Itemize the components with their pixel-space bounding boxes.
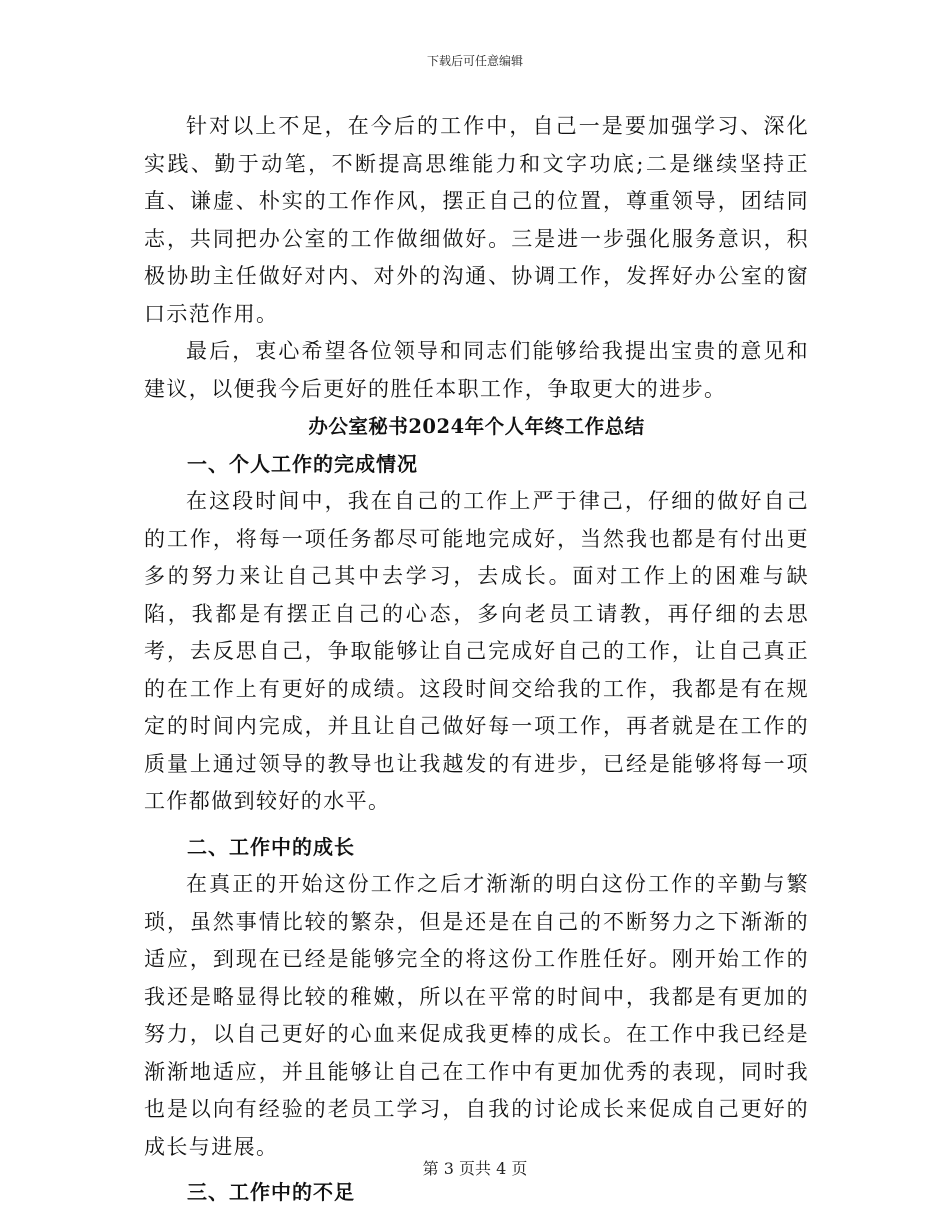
paragraph-improvements: 针对以上不足，在今后的工作中，自己一是要加强学习、深化实践、勤于动笔，不断提高思维能力和文字功底;二是继续坚持正直、谦虚、朴实的工作作风，摆正自己的位置，尊重领导，团结同志，共同把办公室的工作做细做好。三是进一步强化服务意识，积极协助主任做好对内、对外的沟通、协调工作，发挥好办公室的窗口示范作用。 <box>144 114 809 326</box>
paragraph-growth: 在真正的开始这份工作之后才渐渐的明白这份工作的辛勤与繁琐，虽然事情比较的繁杂，但是还是在自己的不断努力之下渐渐的适应，到现在已经是能够完全的将这份工作胜任好。刚开始工作的我还是略显得比较的稚嫩，所以在平常的时间中，我都是有更加的努力，以自己更好的心血来促成我更棒的成长。在工作中我已经是渐渐地适应，并且能够让自己在工作中有更加优秀的表现，同时我也是以向有经验的老员工学习，自我的讨论成长来促成自己更好的成长与进展。 <box>144 872 809 1159</box>
document-body <box>144 108 809 1212</box>
document-title: 办公室秘书2024年个人年终工作总结 <box>308 415 645 438</box>
section-heading-2: 二、工作中的成长 <box>187 834 355 859</box>
paragraph-completion: 在这段时间中，我在自己的工作上严于律己，仔细的做好自己的工作，将每一项任务都尽可能地完成好，当然我也都是有付出更多的努力来让自己其中去学习，去成长。面对工作上的困难与缺陷，我都是有摆正自己的心态，多向老员工请教，再仔细的去思考，去反思自己，争取能够让自己完成好自己的工作，让自己真正的在工作上有更好的成绩。这段时间交给我的工作，我都是有在规定的时间内完成，并且让自己做好每一项工作，再者就是在工作的质量上通过领导的教导也让我越发的有进步，已经是能够将每一项工作都做到较好的水平。 <box>144 489 809 813</box>
section-heading-3: 三、工作中的不足 <box>187 1180 355 1204</box>
paragraph-closing: 最后，衷心希望各位领导和同志们能够给我提出宝贵的意见和建议，以便我今后更好的胜任本职工作，争取更大的进步。 <box>144 339 809 401</box>
section-heading-1: 一、个人工作的完成情况 <box>187 451 418 476</box>
page-header: 下载后可任意编辑 <box>426 54 523 68</box>
page-number: 第 3 页共 4 页 <box>422 1159 528 1178</box>
